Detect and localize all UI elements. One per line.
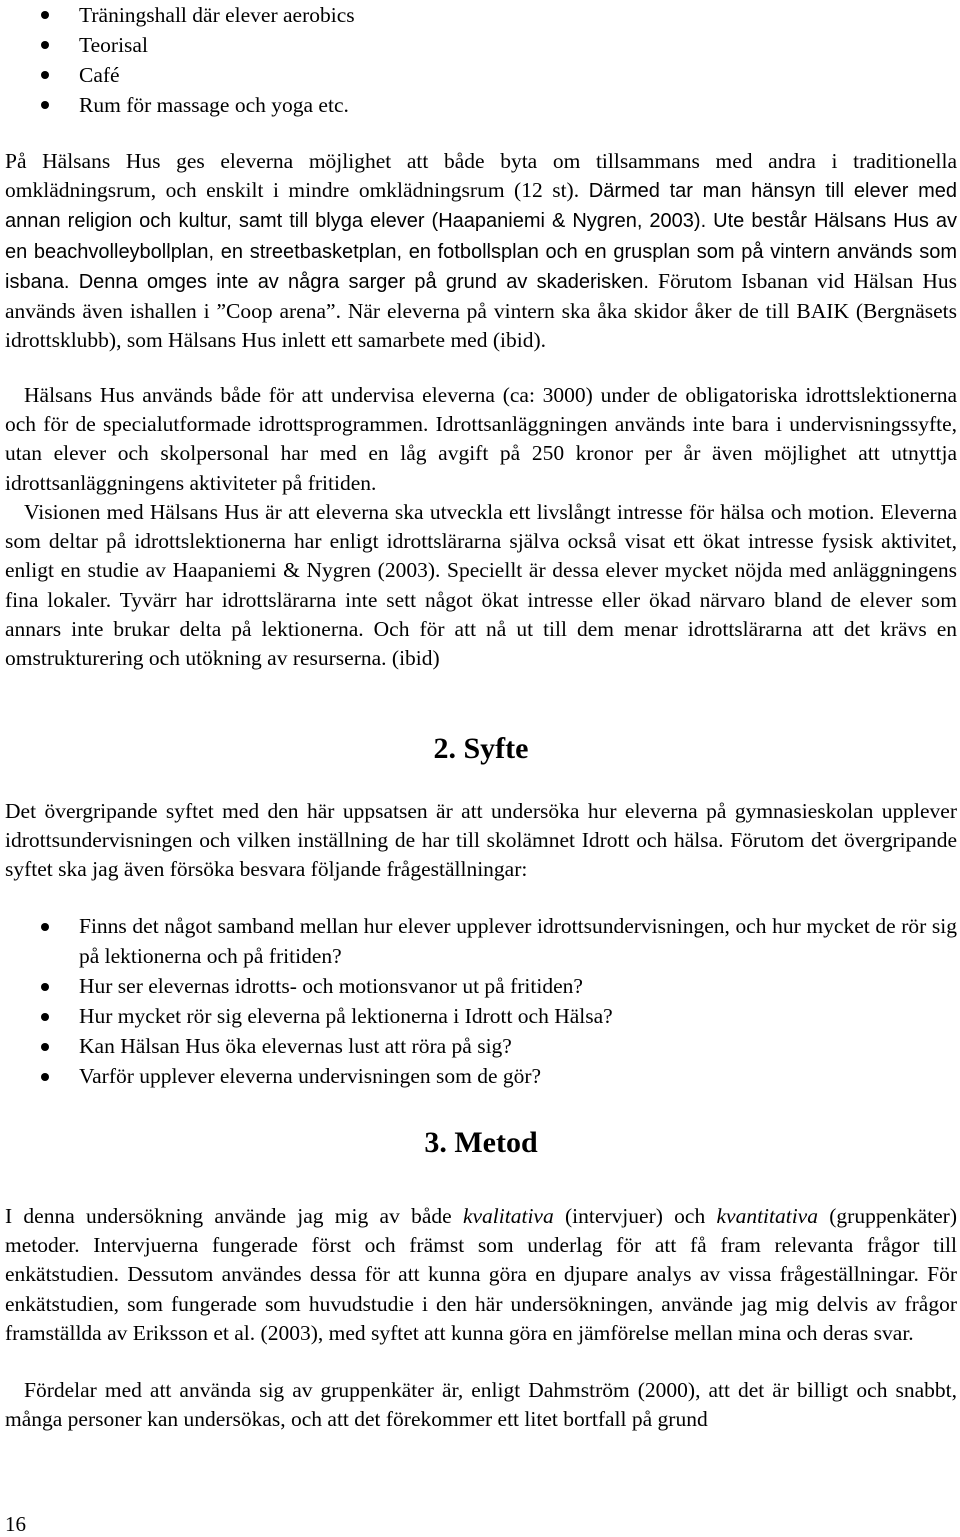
page-number: 16: [5, 1512, 26, 1536]
paragraph-text: På Hälsans Hus ges eleverna möjlighet att både byta om tillsammans med andra i traditionella omklädningsrum, och enskilt i mindre omklädningsrum (12 st).: [5, 149, 957, 203]
list-item: Finns det något samband mellan hur elever upplever idrottsundervisningen, och hur mycket de rör sig på lektionerna och på fritiden?: [5, 911, 957, 971]
paragraph-syfte: Det övergripande syftet med den här uppsatsen är att undersöka hur eleverna på gymnasieskolan upplever idrottsundervisningen och vilken inställning de har till skolämnet Idrott och hälsa. Förutom det övergripande syftet ska jag även försöka besvara följande frågeställningar:: [5, 799, 957, 882]
facilities-list: [5, 0, 355, 120]
paragraph-text: (intervjuer) och: [553, 1204, 717, 1228]
list-item: Varför upplever eleverna undervisningen som de gör?: [5, 1061, 957, 1091]
paragraph-metod-1: [5, 1202, 957, 1348]
paragraph-usage: Hälsans Hus används både för att undervisa eleverna (ca: 3000) under de obligatoriska idrottslektionerna och för de specialutformade idrottsprogrammen. Idrottsanläggningen används inte bara i undervisningssyfte, utan elever och skolpersonal har med en låg avgift på 250 kronor per år även möjlighet att utnyttja idrottsanläggningens aktiviteter på fritiden.: [5, 383, 957, 495]
list-item: Träningshall där elever aerobics: [5, 0, 355, 30]
paragraph-metod-2: Fördelar med att använda sig av gruppenkäter är, enligt Dahmström (2000), att det är billigt och snabbt, många personer kan undersökas, och att det förekommer ett litet bortfall på grund: [5, 1378, 957, 1432]
list-item: Teorisal: [5, 30, 355, 60]
list-item: Hur ser elevernas idrotts- och motionsvanor ut på fritiden?: [5, 971, 957, 1001]
section-heading-metod: 3. Metod: [424, 1126, 538, 1159]
emphasis-kvalitativa: kvalitativa: [462, 1204, 554, 1228]
emphasis-kvantitativa: kvantitativa: [716, 1204, 818, 1228]
list-item: Rum för massage och yoga etc.: [5, 90, 355, 120]
paragraph-halsans-hus: [5, 147, 957, 355]
list-item: Café: [5, 60, 355, 90]
research-questions-list: [5, 911, 957, 1091]
paragraph-text: Förutom Isbanan vid Hälsan Hus används även ishallen i ”Coop arena”. När eleverna på vintern ska åka skidor åker de till BAIK (Bergnäsets idrottsklubb), som Hälsans Hus inlett ett samarbete med (ibid).: [5, 268, 958, 353]
section-heading-syfte: 2. Syfte: [433, 732, 529, 765]
list-item: Hur mycket rör sig eleverna på lektionerna i Idrott och Hälsa?: [5, 1001, 957, 1031]
paragraph-text: I denna undersökning använde jag mig av både: [5, 1204, 463, 1228]
list-item: Kan Hälsan Hus öka elevernas lust att röra på sig?: [5, 1031, 957, 1061]
paragraph-text: (gruppenkäter) metoder. Intervjuerna fungerade först och främst som underlag för att få fram relevanta frågor till enkätstudien. Dessutom användes dessa för att kunna göra en djupare analys av vissa frågeställningar. För enkätstudien, som fungerade som huvudstudie i den här undersökningen, använde jag mig delvis av frågor framställda av Eriksson et al. (2003), med syftet att kunna göra en jämförelse mellan mina och deras svar.: [5, 1204, 957, 1345]
paragraph-text: Därmed tar man hänsyn till elever med annan religion och kultur, samt till blyga elever (Haapaniemi & Nygren, 2003). Ute består Hälsans Hus av en beachvolleybollplan, en streetbasketplan, en fotbollsplan och en grusplan som på vintern används som isbana. Denna omges inte av några sarger på grund av skaderisken.: [5, 180, 957, 293]
paragraph-vision: Visionen med Hälsans Hus är att eleverna ska utveckla ett livslångt intresse för hälsa och motion. Eleverna som deltar på idrottslektionerna har enligt idrottslärarna själva också visat ett ökat intresse fysisk aktivitet, enligt en studie av Haapaniemi & Nygren (2003). Speciellt är dessa elever mycket nöjda med anläggningens fina lokaler. Tyvärr har idrottslärarna inte sett något ökat intresse eller ökad närvaro bland de elever som annars inte brukar delta på lektionerna. Och för att nå ut till dem menar idrottslärarna att det krävs en omstrukturering och utökning av resurserna. (ibid): [5, 500, 957, 671]
